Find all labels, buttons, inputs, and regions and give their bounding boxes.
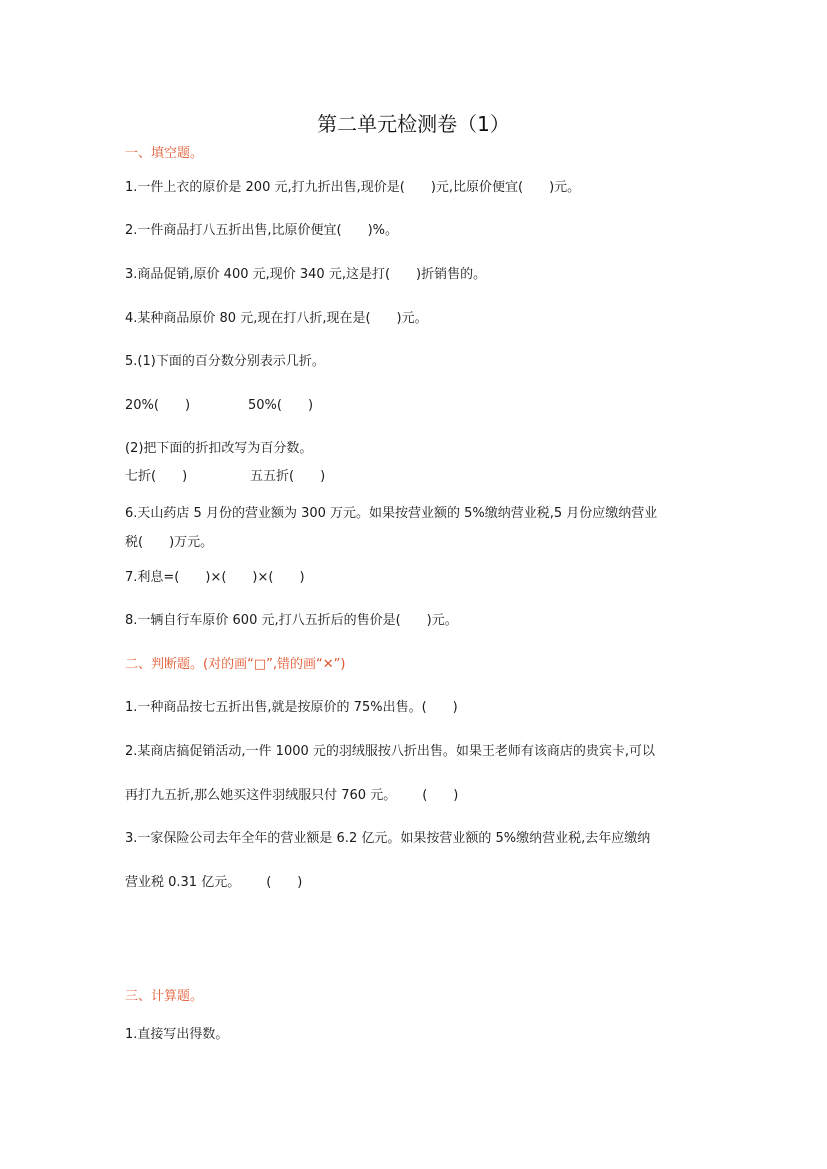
section-heading-calculation: 三、计算题。 (125, 989, 204, 1004)
question-text: 2.某商店搞促销活动,一件 1000 元的羽绒服按八折出售。如果王老师有该商店的贵宾卡,可以 (125, 744, 656, 759)
question-text: 5.(1)下面的百分数分别表示几折。 (125, 354, 325, 369)
question-text: 营业税 0.31 亿元。 ( ) (125, 875, 303, 890)
question-text: 7.利息=( )×( )×( ) (125, 570, 305, 585)
question-text: 税( )万元。 (125, 535, 214, 550)
question-text: 2.一件商品打八五折出售,比原价便宜( )%。 (125, 223, 399, 238)
question-text: 4.某种商品原价 80 元,现在打八折,现在是( )元。 (125, 311, 428, 326)
section-heading-true-false: 二、判断题。(对的画“□”,错的画“✕”) (125, 657, 346, 672)
question-text: 50%( ) (248, 398, 314, 413)
question-text: 七折( ) (125, 469, 188, 484)
question-text: 1.一种商品按七五折出售,就是按原价的 75%出售。( ) (125, 700, 458, 715)
question-text: 1.直接写出得数。 (125, 1027, 229, 1042)
question-text: 3.一家保险公司去年全年的营业额是 6.2 亿元。如果按营业额的 5%缴纳营业税,去年应缴纳 (125, 831, 651, 846)
question-text: 再打九五折,那么她买这件羽绒服只付 760 元。 ( ) (125, 788, 459, 803)
page-title: 第二单元检测卷（1） (317, 112, 510, 136)
question-text: (2)把下面的折扣改写为百分数。 (125, 441, 313, 456)
question-text: 1.一件上衣的原价是 200 元,打九折出售,现价是( )元,比原价便宜( )元。 (125, 180, 581, 195)
question-text: 20%( ) (125, 398, 191, 413)
question-text: 8.一辆自行车原价 600 元,打八五折后的售价是( )元。 (125, 613, 458, 628)
question-text: 五五折( ) (250, 469, 326, 484)
question-text: 3.商品促销,原价 400 元,现价 340 元,这是打( )折销售的。 (125, 267, 487, 282)
question-text: 6.天山药店 5 月份的营业额为 300 万元。如果按营业额的 5%缴纳营业税,5 月份应缴纳营业 (125, 506, 658, 521)
section-heading-fill-in: 一、填空题。 (125, 146, 204, 161)
